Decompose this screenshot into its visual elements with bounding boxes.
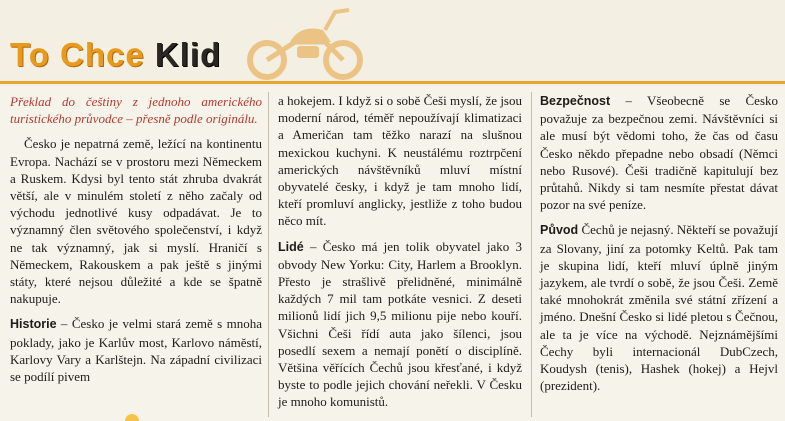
paragraph-lide xyxy=(278,238,522,411)
article-title xyxy=(10,38,221,71)
column-2 xyxy=(278,92,522,419)
paragraph-bezpecnost xyxy=(540,92,778,213)
heading-lide: Lidé xyxy=(278,239,304,254)
column-divider xyxy=(268,92,269,417)
paragraph-puvod xyxy=(540,221,778,394)
heading-puvod: Původ xyxy=(540,223,579,238)
decorative-tab xyxy=(125,414,139,421)
column-3 xyxy=(540,92,778,402)
intro-text: Překlad do češtiny z jednoho amerického turistického průvodce – přesně podle originálu. xyxy=(10,94,262,127)
paragraph-continuation: a hokejem. I když si o sobě Češi myslí, že jsou moderní národ, téměř nepoužívají klimatizaci a Američan tam těžko narazí na slušnou mexickou kuchyni. K neustálému roztrpčení amerických návštěvníků mluví místní obyvatelé česky, i když je tam mnoho lidí, kteří promluví anglicky, jestliže z toho budou něco mít. xyxy=(278,93,522,229)
paragraph-historie xyxy=(10,315,262,385)
title-part-1: To Chce xyxy=(10,36,145,73)
column-divider xyxy=(531,92,532,417)
header-rule xyxy=(0,81,785,84)
title-part-2: Klid xyxy=(154,36,222,73)
text-bezpecnost: – Všeobecně se Česko považuje za bezpečnou zemi. Návštěvníci si ale musí být vědomi toho, že čas od času Česko někdo přepadne nebo obsadí (Němci nebo Rusové). Češi tradičně kapitulují bez průtahů. Nikdy si tam nesmíte přestat dávat pozor na své peníze. xyxy=(540,93,778,213)
text-puvod: Čechů je nejasný. Někteří se považují za Slovany, jiní za potomky Keltů. Pak tam je skupina lidí, kteří mluví úplně jiným jazykem, ale tvrdí o sobě, že jsou Češi. Země také mnohokrát změnila své státní zřízení a jméno. Dnešní Česko si lidé pletou s Čečnou, ale ta je více na východě. Nejznámějšími Čechy byli internacionál DubCzech, Koudysh (tenis), Hashek (hokej) a Hejvl (prezident). xyxy=(540,222,778,394)
article-header xyxy=(0,0,785,86)
column-1 xyxy=(10,93,262,393)
motorcycle-illustration-icon xyxy=(245,2,365,82)
paragraph-intro: Česko je nepatrná země, ležící na kontinentu Evropa. Nachází se v prostoru mezi Německem a Ruskem. Kdysi byl tento stát zhruba dvakrát větší, ale v minulém století z něho začaly od východu jednotlivé kusy odpadávat. Je to významný člen světového společenství, i když ne tak významný, jak si myslí. Hraničí s Německem, Rakouskem a pak ještě s jinými státy, které nejsou důležité a kde se špatně nakupuje. xyxy=(10,136,262,307)
text-historie: – Česko je velmi stará země s mnoha poklady, jako je Karlův most, Karlovo náměstí, Karlovy Vary a Karlštejn. Na západní civilizaci se podílí pivem xyxy=(10,316,262,385)
text-lide: – Česko má jen tolik obyvatel jako 3 obvody New Yorku: City, Harlem a Brooklyn. Přesto je strašlivě přelidněné, minimálně každých 7 mil tam potkáte vesnici. Z deseti milionů lidí jich 9,5 milionu pije nebo kouří. Všichni Češi řídí auta jako šílenci, jsou posedlí sexem a nemají ponětí o disciplíně. Většina věřících Čechů jsou křesťané, i když byste to podle jejich chování neřekli. V Česku je mnoho komunistů. xyxy=(278,238,522,410)
heading-bezpecnost: Bezpečnost xyxy=(540,94,611,108)
heading-historie: Historie xyxy=(10,317,57,332)
